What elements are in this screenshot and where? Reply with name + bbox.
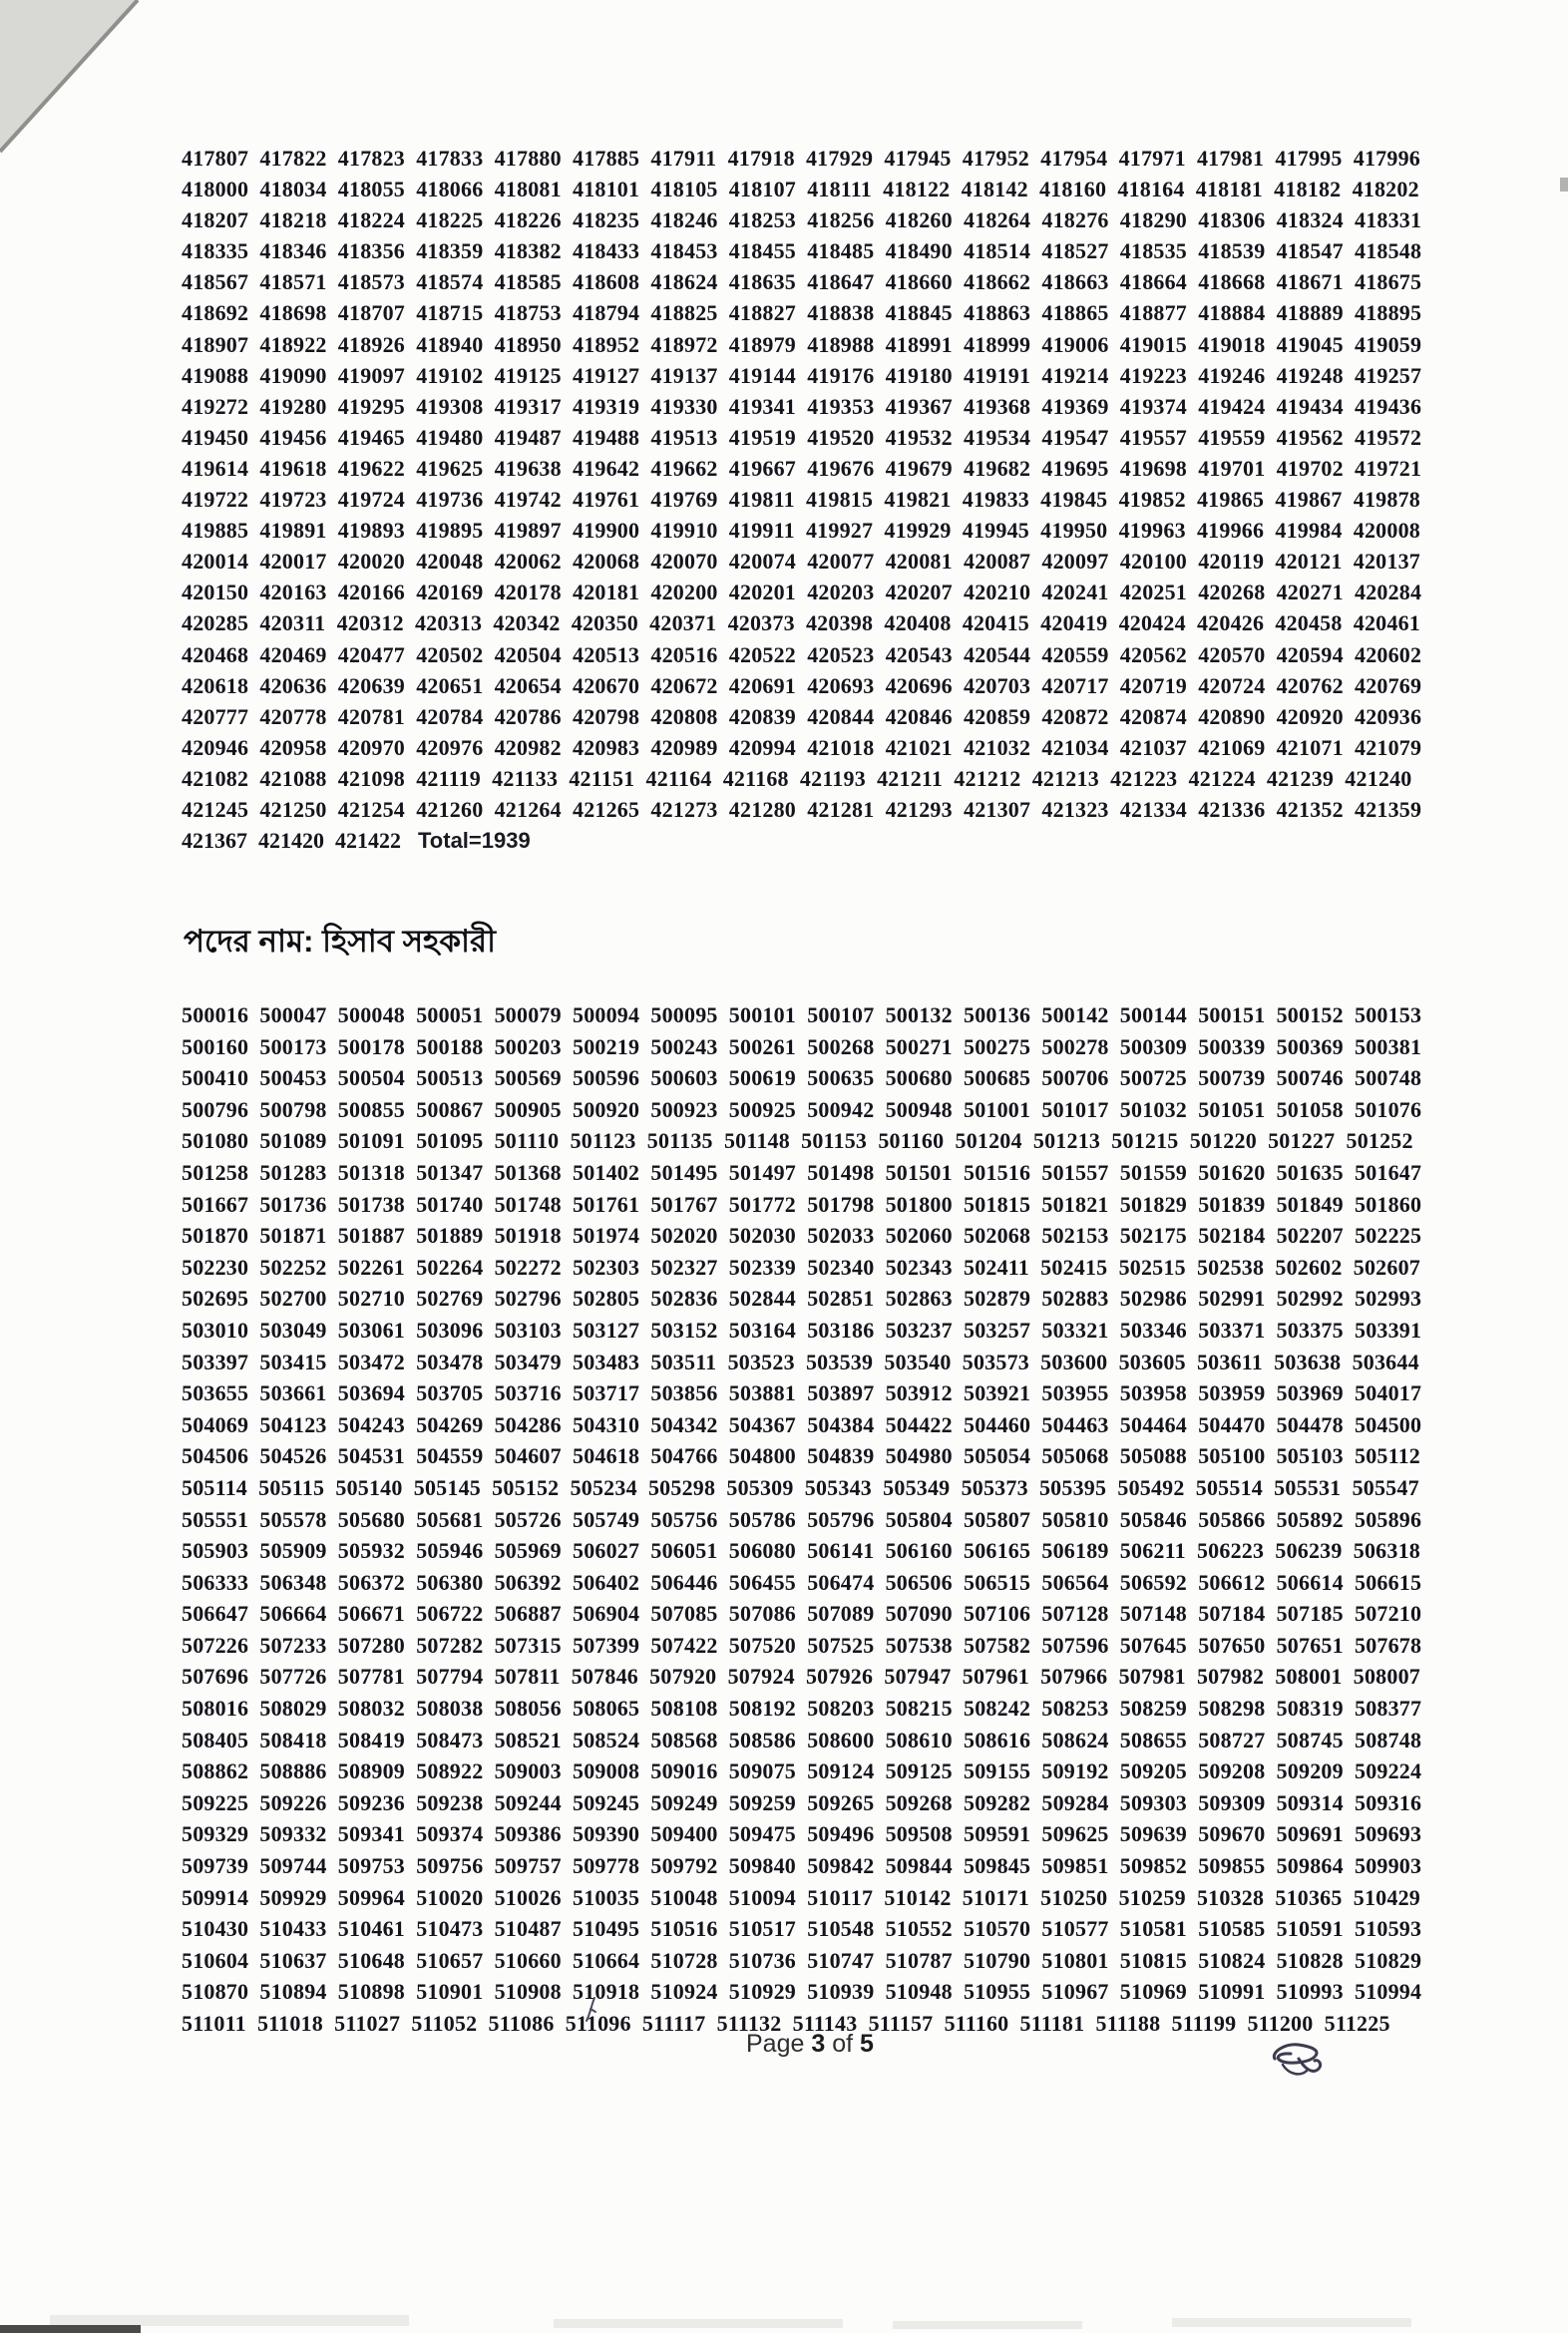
roll-number-row: 500016 500047 500048 500051 500079 500094 500095 500101 500107 500132 500136 500142 500144 500151 500152 500153 xyxy=(182,1002,1422,1027)
roll-number-row: 509329 509332 509341 509374 509386 509390 509400 509475 509496 509508 509591 509625 509639 509670 509691 509693 xyxy=(182,1821,1422,1847)
roll-number-row: 419722 419723 419724 419736 419742 419761 419769 419811 419815 419821 419833 419845 419852 419865 419867 419878 xyxy=(182,487,1420,513)
scan-smudge-artifact xyxy=(554,2319,843,2328)
roll-number-row: 507226 507233 507280 507282 507315 507399 507422 507520 507525 507538 507582 507596 507645 507650 507651 507678 xyxy=(182,1632,1422,1658)
roll-number-total-row xyxy=(182,825,531,856)
roll-number-row: 419614 419618 419622 419625 419638 419642 419662 419667 419676 419679 419682 419695 419698 419701 419702 419721 xyxy=(182,455,1422,481)
roll-number-row: 420468 420469 420477 420502 420504 420513 420516 420522 420523 420543 420544 420559 420562 420570 420594 420602 xyxy=(182,641,1422,667)
roll-number-row: 418692 418698 418707 418715 418753 418794 418825 418827 418838 418845 418863 418865 418877 418884 418889 418895 xyxy=(182,300,1422,326)
scan-right-edge-mark-artifact xyxy=(1560,178,1568,192)
roll-number-row: 506333 506348 506372 506380 506392 506402 506446 506455 506474 506506 506515 506564 506592 506612 506614 506615 xyxy=(182,1569,1422,1595)
pen-tick-mark-artifact xyxy=(582,1995,601,2023)
roll-number-row-last: 421367 421420 421422 xyxy=(182,828,401,853)
roll-number-row: 506647 506664 506671 506722 506887 506904 507085 507086 507089 507090 507106 507128 507148 507184 507185 507210 xyxy=(182,1601,1422,1627)
handwritten-initial-mark xyxy=(1269,2037,1349,2097)
page-footer xyxy=(746,2029,874,2059)
roll-number-row: 509739 509744 509753 509756 509757 509778 509792 509840 509842 509844 509845 509851 509852 509855 509864 509903 xyxy=(182,1853,1422,1879)
roll-number-row: 501258 501283 501318 501347 501368 501402 501495 501497 501498 501501 501516 501557 501559 501620 501635 501647 xyxy=(182,1159,1422,1185)
roll-number-row: 420946 420958 420970 420976 420982 420983 420989 420994 421018 421021 421032 421034 421037 421069 421071 421079 xyxy=(182,734,1422,760)
footer-of-word: of xyxy=(832,2030,854,2058)
roll-number-row: 510604 510637 510648 510657 510660 510664 510728 510736 510747 510787 510790 510801 510815 510824 510828 510829 xyxy=(182,1947,1422,1973)
roll-number-row: 418000 418034 418055 418066 418081 418101 418105 418107 418111 418122 418142 418160 418164 418181 418182 418202 xyxy=(182,177,1419,202)
roll-number-row: 510430 510433 510461 510473 510487 510495 510516 510517 510548 510552 510570 510577 510581 510585 510591 510593 xyxy=(182,1916,1422,1942)
roll-number-row: 420777 420778 420781 420784 420786 420798 420808 420839 420844 420846 420859 420872 420874 420890 420920 420936 xyxy=(182,703,1422,729)
roll-number-row: 420618 420636 420639 420651 420654 420670 420672 420691 420693 420696 420703 420717 420719 420724 420762 420769 xyxy=(182,672,1422,698)
roll-number-row: 502230 502252 502261 502264 502272 502303 502327 502339 502340 502343 502411 502415 502515 502538 502602 502607 xyxy=(182,1254,1420,1280)
roll-number-row: 420014 420017 420020 420048 420062 420068 420070 420074 420077 420081 420087 420097 420100 420119 420121 420137 xyxy=(182,549,1420,575)
roll-number-row: 510870 510894 510898 510901 510908 510918 510924 510929 510939 510948 510955 510967 510969 510991 510993 510994 xyxy=(182,1979,1422,2005)
roll-number-row: 509914 509929 509964 510020 510026 510035 510048 510094 510117 510142 510171 510250 510259 510328 510365 510429 xyxy=(182,1884,1420,1910)
roll-number-row: 501667 501736 501738 501740 501748 501761 501767 501772 501798 501800 501815 501821 501829 501839 501849 501860 xyxy=(182,1191,1422,1217)
roll-number-row: 419088 419090 419097 419102 419125 419127 419137 419144 419176 419180 419191 419214 419223 419246 419248 419257 xyxy=(182,362,1422,388)
roll-number-row: 418567 418571 418573 418574 418585 418608 418624 418635 418647 418660 418662 418663 418664 418668 418671 418675 xyxy=(182,269,1422,295)
roll-number-row: 417807 417822 417823 417833 417880 417885 417911 417918 417929 417945 417952 417954 417971 417981 417995 417996 xyxy=(182,146,1420,171)
roll-number-row: 501080 501089 501091 501095 501110 501123 501135 501148 501153 501160 501204 501213 501215 501220 501227 501252 xyxy=(182,1128,1413,1154)
roll-number-row: 420285 420311 420312 420313 420342 420350 420371 420373 420398 420408 420415 420419 420424 420426 420458 420461 xyxy=(182,610,1420,636)
page-corner-fold-artifact xyxy=(0,0,160,170)
roll-number-row: 419885 419891 419893 419895 419897 419900 419910 419911 419927 419929 419945 419950 419963 419966 419984 420008 xyxy=(182,518,1420,544)
roll-number-row: 505551 505578 505680 505681 505726 505749 505756 505786 505796 505804 505807 505810 505846 505866 505892 505896 xyxy=(182,1506,1422,1532)
roll-number-row: 507696 507726 507781 507794 507811 507846 507920 507924 507926 507947 507961 507966 507981 507982 508001 508007 xyxy=(182,1664,1420,1690)
roll-number-row: 418907 418922 418926 418940 418950 418952 418972 418979 418988 418991 418999 419006 419015 419018 419045 419059 xyxy=(182,331,1422,357)
footer-page-word: Page xyxy=(746,2030,805,2058)
roll-number-row: 508016 508029 508032 508038 508056 508065 508108 508192 508203 508215 508242 508253 508259 508298 508319 508377 xyxy=(182,1696,1422,1722)
post-name-heading: পদের নাম: হিসাব সহকারী xyxy=(184,924,496,959)
scan-smudge-artifact xyxy=(1172,2318,1411,2327)
roll-number-row: 503397 503415 503472 503478 503479 503483 503511 503523 503539 503540 503573 503600 503605 503611 503638 503644 xyxy=(182,1349,1419,1374)
roll-number-row: 508405 508418 508419 508473 508521 508524 508568 508586 508600 508610 508616 508624 508655 508727 508745 508748 xyxy=(182,1727,1422,1752)
roll-number-row: 504506 504526 504531 504559 504607 504618 504766 504800 504839 504980 505054 505068 505088 505100 505103 505112 xyxy=(182,1443,1420,1469)
scan-bottom-edge-artifact xyxy=(0,2325,141,2333)
roll-number-row: 504069 504123 504243 504269 504286 504310 504342 504367 504384 504422 504460 504463 504464 504470 504478 504500 xyxy=(182,1411,1422,1437)
roll-number-row: 502695 502700 502710 502769 502796 502805 502836 502844 502851 502863 502879 502883 502986 502991 502992 502993 xyxy=(182,1286,1422,1312)
roll-number-row: 418207 418218 418224 418225 418226 418235 418246 418253 418256 418260 418264 418276 418290 418306 418324 418331 xyxy=(182,207,1422,233)
footer-page-number: 3 xyxy=(811,2030,826,2058)
roll-number-row: 421082 421088 421098 421119 421133 421151 421164 421168 421193 421211 421212 421213 421223 421224 421239 421240 xyxy=(182,765,1412,791)
roll-number-row: 419450 419456 419465 419480 419487 419488 419513 419519 419520 419532 419534 419547 419557 419559 419562 419572 xyxy=(182,424,1422,450)
roll-number-row: 501870 501871 501887 501889 501918 501974 502020 502030 502033 502060 502068 502153 502175 502184 502207 502225 xyxy=(182,1223,1422,1249)
roll-number-row: 508862 508886 508909 508922 509003 509008 509016 509075 509124 509125 509155 509192 509205 509208 509209 509224 xyxy=(182,1758,1422,1784)
scan-smudge-artifact xyxy=(893,2321,1082,2329)
roll-number-row: 511011 511018 511027 511052 511086 511096 511117 511132 511143 511157 511160 511181 511188 511199 511200 511225 xyxy=(182,2011,1390,2036)
roll-number-list-block-1 xyxy=(182,143,1421,825)
roll-number-row: 500796 500798 500855 500867 500905 500920 500923 500925 500942 500948 501001 501017 501032 501051 501058 501076 xyxy=(182,1096,1422,1122)
roll-number-row: 503655 503661 503694 503705 503716 503717 503856 503881 503897 503912 503921 503955 503958 503959 503969 504017 xyxy=(182,1380,1422,1406)
roll-number-row: 500160 500173 500178 500188 500203 500219 500243 500261 500268 500271 500275 500278 500309 500339 500369 500381 xyxy=(182,1033,1422,1059)
roll-number-row: 418335 418346 418356 418359 418382 418433 418453 418455 418485 418490 418514 418527 418535 418539 418547 418548 xyxy=(182,238,1422,264)
roll-number-row: 421245 421250 421254 421260 421264 421265 421273 421280 421281 421293 421307 421323 421334 421336 421352 421359 xyxy=(182,796,1422,822)
roll-number-row: 509225 509226 509236 509238 509244 509245 509249 509259 509265 509268 509282 509284 509303 509309 509314 509316 xyxy=(182,1789,1422,1815)
roll-number-row: 505903 505909 505932 505946 505969 506027 506051 506080 506141 506160 506165 506189 506211 506223 506239 506318 xyxy=(182,1538,1420,1564)
roll-number-row: 500410 500453 500504 500513 500569 500596 500603 500619 500635 500680 500685 500706 500725 500739 500746 500748 xyxy=(182,1065,1422,1091)
roll-number-row: 420150 420163 420166 420169 420178 420181 420200 420201 420203 420207 420210 420241 420251 420268 420271 420284 xyxy=(182,580,1422,605)
roll-number-list-block-2 xyxy=(182,999,1421,2040)
roll-number-row: 419272 419280 419295 419308 419317 419319 419330 419341 419353 419367 419368 419369 419374 419424 419434 419436 xyxy=(182,393,1422,419)
total-count-label: Total=1939 xyxy=(418,828,531,853)
roll-number-row: 503010 503049 503061 503096 503103 503127 503152 503164 503186 503237 503257 503321 503346 503371 503375 503391 xyxy=(182,1317,1422,1343)
roll-number-row: 505114 505115 505140 505145 505152 505234 505298 505309 505343 505349 505373 505395 505492 505514 505531 505547 xyxy=(182,1474,1419,1500)
footer-total-pages: 5 xyxy=(860,2030,874,2058)
